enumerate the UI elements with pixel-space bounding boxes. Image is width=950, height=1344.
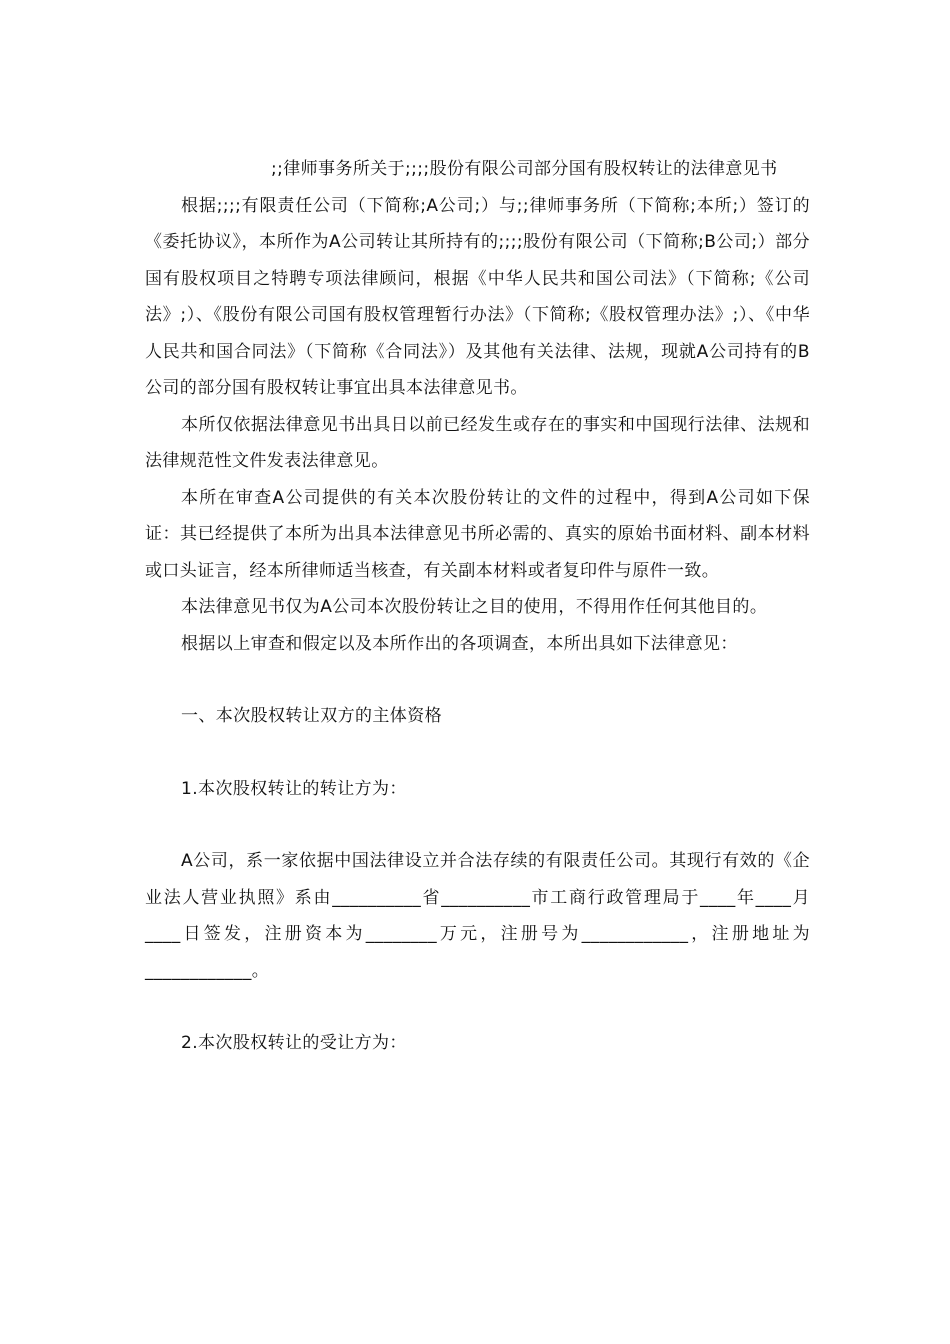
document-title: ;;律师事务所关于;;;;股份有限公司部分国有股权转让的法律意见书 [271, 159, 778, 179]
subsection-body-1-1: A公司，系一家依据中国法律设立并合法存续的有限责任公司。其现行有效的《企业法人营业执照》系由__________省__________市工商行政管理局于____年____月____日签发，注册资本为________万元，注册号为____________，注册地址为____________。 [145, 851, 810, 981]
paragraph-basis: 本所仅依据法律意见书出具日以前已经发生或存在的事实和中国现行法律、法规和法律规范性文件发表法律意见。 [145, 414, 810, 471]
paragraph-assurance: 本所在审查A公司提供的有关本次股份转让的文件的过程中，得到A公司如下保证：其已经提供了本所为出具本法律意见书所必需的、真实的原始书面材料、副本材料或口头证言，经本所律师适当核查，有关副本材料或者复印件与原件一致。 [145, 487, 810, 581]
paragraph-purpose: 本法律意见书仅为A公司本次股份转让之目的使用，不得用作任何其他目的。 [181, 597, 768, 617]
subsection-heading-1-2: 2.本次股权转让的受让方为： [181, 1033, 407, 1053]
paragraph-engagement: 根据;;;;有限责任公司（下简称;A公司;）与;;律师事务所（下简称;本所;）签订的《委托协议》，本所作为A公司转让其所持有的;;;;股份有限公司（下简称;B公司;）部分国有股权项目之特聘专项法律顾问，根据《中华人民共和国公司法》（下简称;《公司法》;）、《股份有限公司国有股权管理暂行办法》（下简称;《股权管理办法》;）、《中华人民共和国合同法》（下简称《合同法》）及其他有关法律、法规，现就A公司持有的B公司的部分国有股权转让事宜出具本法律意见书。 [145, 195, 811, 398]
subsection-heading-1-1: 1.本次股权转让的转让方为： [181, 778, 407, 799]
paragraph-opinion-intro: 根据以上审查和假定以及本所作出的各项调查，本所出具如下法律意见： [181, 633, 738, 654]
section-heading-1: 一、本次股权转让双方的主体资格 [181, 706, 442, 726]
document-body [145, 151, 810, 1062]
